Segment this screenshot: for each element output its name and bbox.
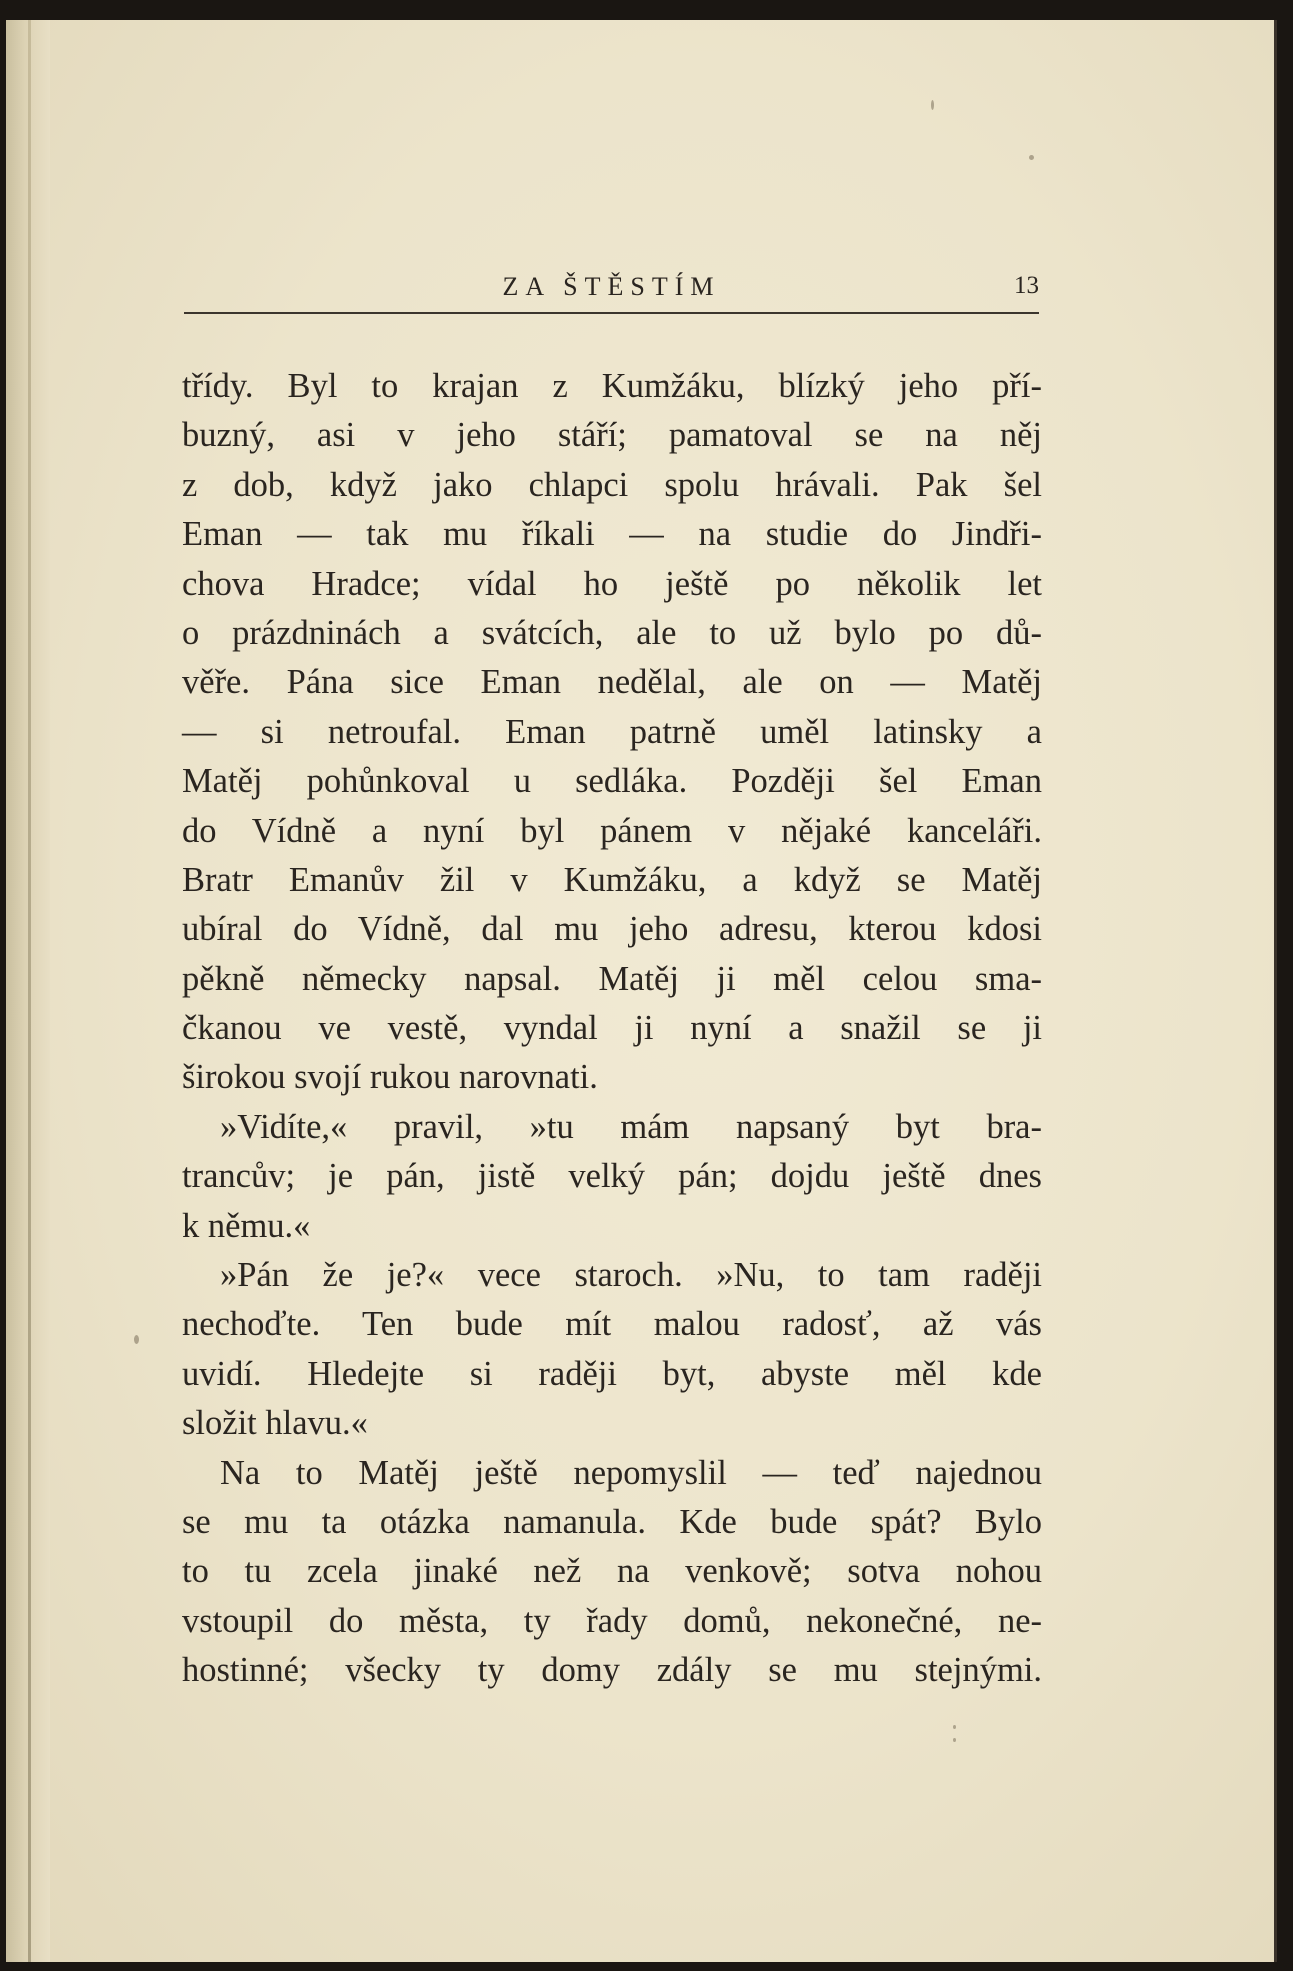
- text-line: Na to Matěj ještě nepomyslil — teď najednou: [220, 1453, 1042, 1492]
- page-gutter: [6, 20, 50, 1962]
- text-line: do Vídně a nyní byl pánem v nějaké kanceláři.: [182, 811, 1042, 850]
- text-line: složit hlavu.«: [182, 1404, 368, 1443]
- text-line: Matěj pohůnkoval u sedláka. Později šel Eman: [182, 762, 1042, 801]
- running-head: [184, 270, 1039, 310]
- paper-speck: [953, 1738, 956, 1742]
- text-line: věře. Pána sice Eman nedělal, ale on — Matěj: [182, 663, 1042, 702]
- text-line: se mu ta otázka namanula. Kde bude spát? Bylo: [182, 1502, 1042, 1541]
- text-line: »Pán že je?« vece staroch. »Nu, to tam raději: [220, 1256, 1042, 1295]
- text-line: z dob, když jako chlapci spolu hrávali. Pak šel: [182, 465, 1042, 504]
- text-line: hostinné; všecky ty domy zdály se mu stejnými.: [182, 1651, 1042, 1690]
- text-line: — si netroufal. Eman patrně uměl latinsky a: [182, 712, 1042, 751]
- text-line: chova Hradce; vídal ho ještě po několik let: [182, 564, 1042, 603]
- text-line: buzný, asi v jeho stáří; pamatoval se na něj: [182, 416, 1042, 455]
- text-line: Bratr Emanův žil v Kumžáku, a když se Matěj: [182, 860, 1042, 899]
- text-line: k němu.«: [182, 1206, 311, 1245]
- header-rule: [184, 312, 1039, 314]
- text-line: Eman — tak mu říkali — na studie do Jindři-: [182, 515, 1042, 554]
- paper-speck: [953, 1725, 956, 1729]
- paper-speck: [134, 1335, 139, 1344]
- text-line: pěkně německy napsal. Matěj ji měl celou sma-: [182, 959, 1042, 998]
- paper-speck: [931, 100, 934, 110]
- text-line: o prázdninách a svátcích, ale to už bylo po dů-: [182, 613, 1042, 652]
- paper-speck: [1029, 155, 1034, 160]
- text-line: »Vidíte,« pravil, »tu mám napsaný byt bra-: [220, 1107, 1042, 1146]
- text-line: třídy. Byl to krajan z Kumžáku, blízký jeho pří-: [182, 367, 1042, 405]
- page-number: 13: [1014, 272, 1039, 299]
- text-line: nechoďte. Ten bude mít malou radosť, až vás: [182, 1305, 1042, 1344]
- text-line: širokou svojí rukou narovnati.: [182, 1058, 598, 1097]
- text-line: trancův; je pán, jistě velký pán; dojdu ještě dnes: [182, 1157, 1042, 1196]
- text-line: uvidí. Hledejte si raději byt, abyste měl kde: [182, 1354, 1042, 1393]
- gutter-fold: [28, 20, 31, 1962]
- body-text: [182, 362, 1042, 1696]
- text-line: to tu zcela jinaké než na venkově; sotva nohou: [182, 1552, 1042, 1591]
- text-line: čkanou ve vestě, vyndal ji nyní a snažil se ji: [182, 1009, 1042, 1048]
- text-line: vstoupil do města, ty řady domů, nekonečné, ne-: [182, 1601, 1042, 1640]
- running-title: ZA ŠTĚSTÍM: [502, 272, 721, 301]
- text-line: ubíral do Vídně, dal mu jeho adresu, kterou kdosi: [182, 910, 1042, 949]
